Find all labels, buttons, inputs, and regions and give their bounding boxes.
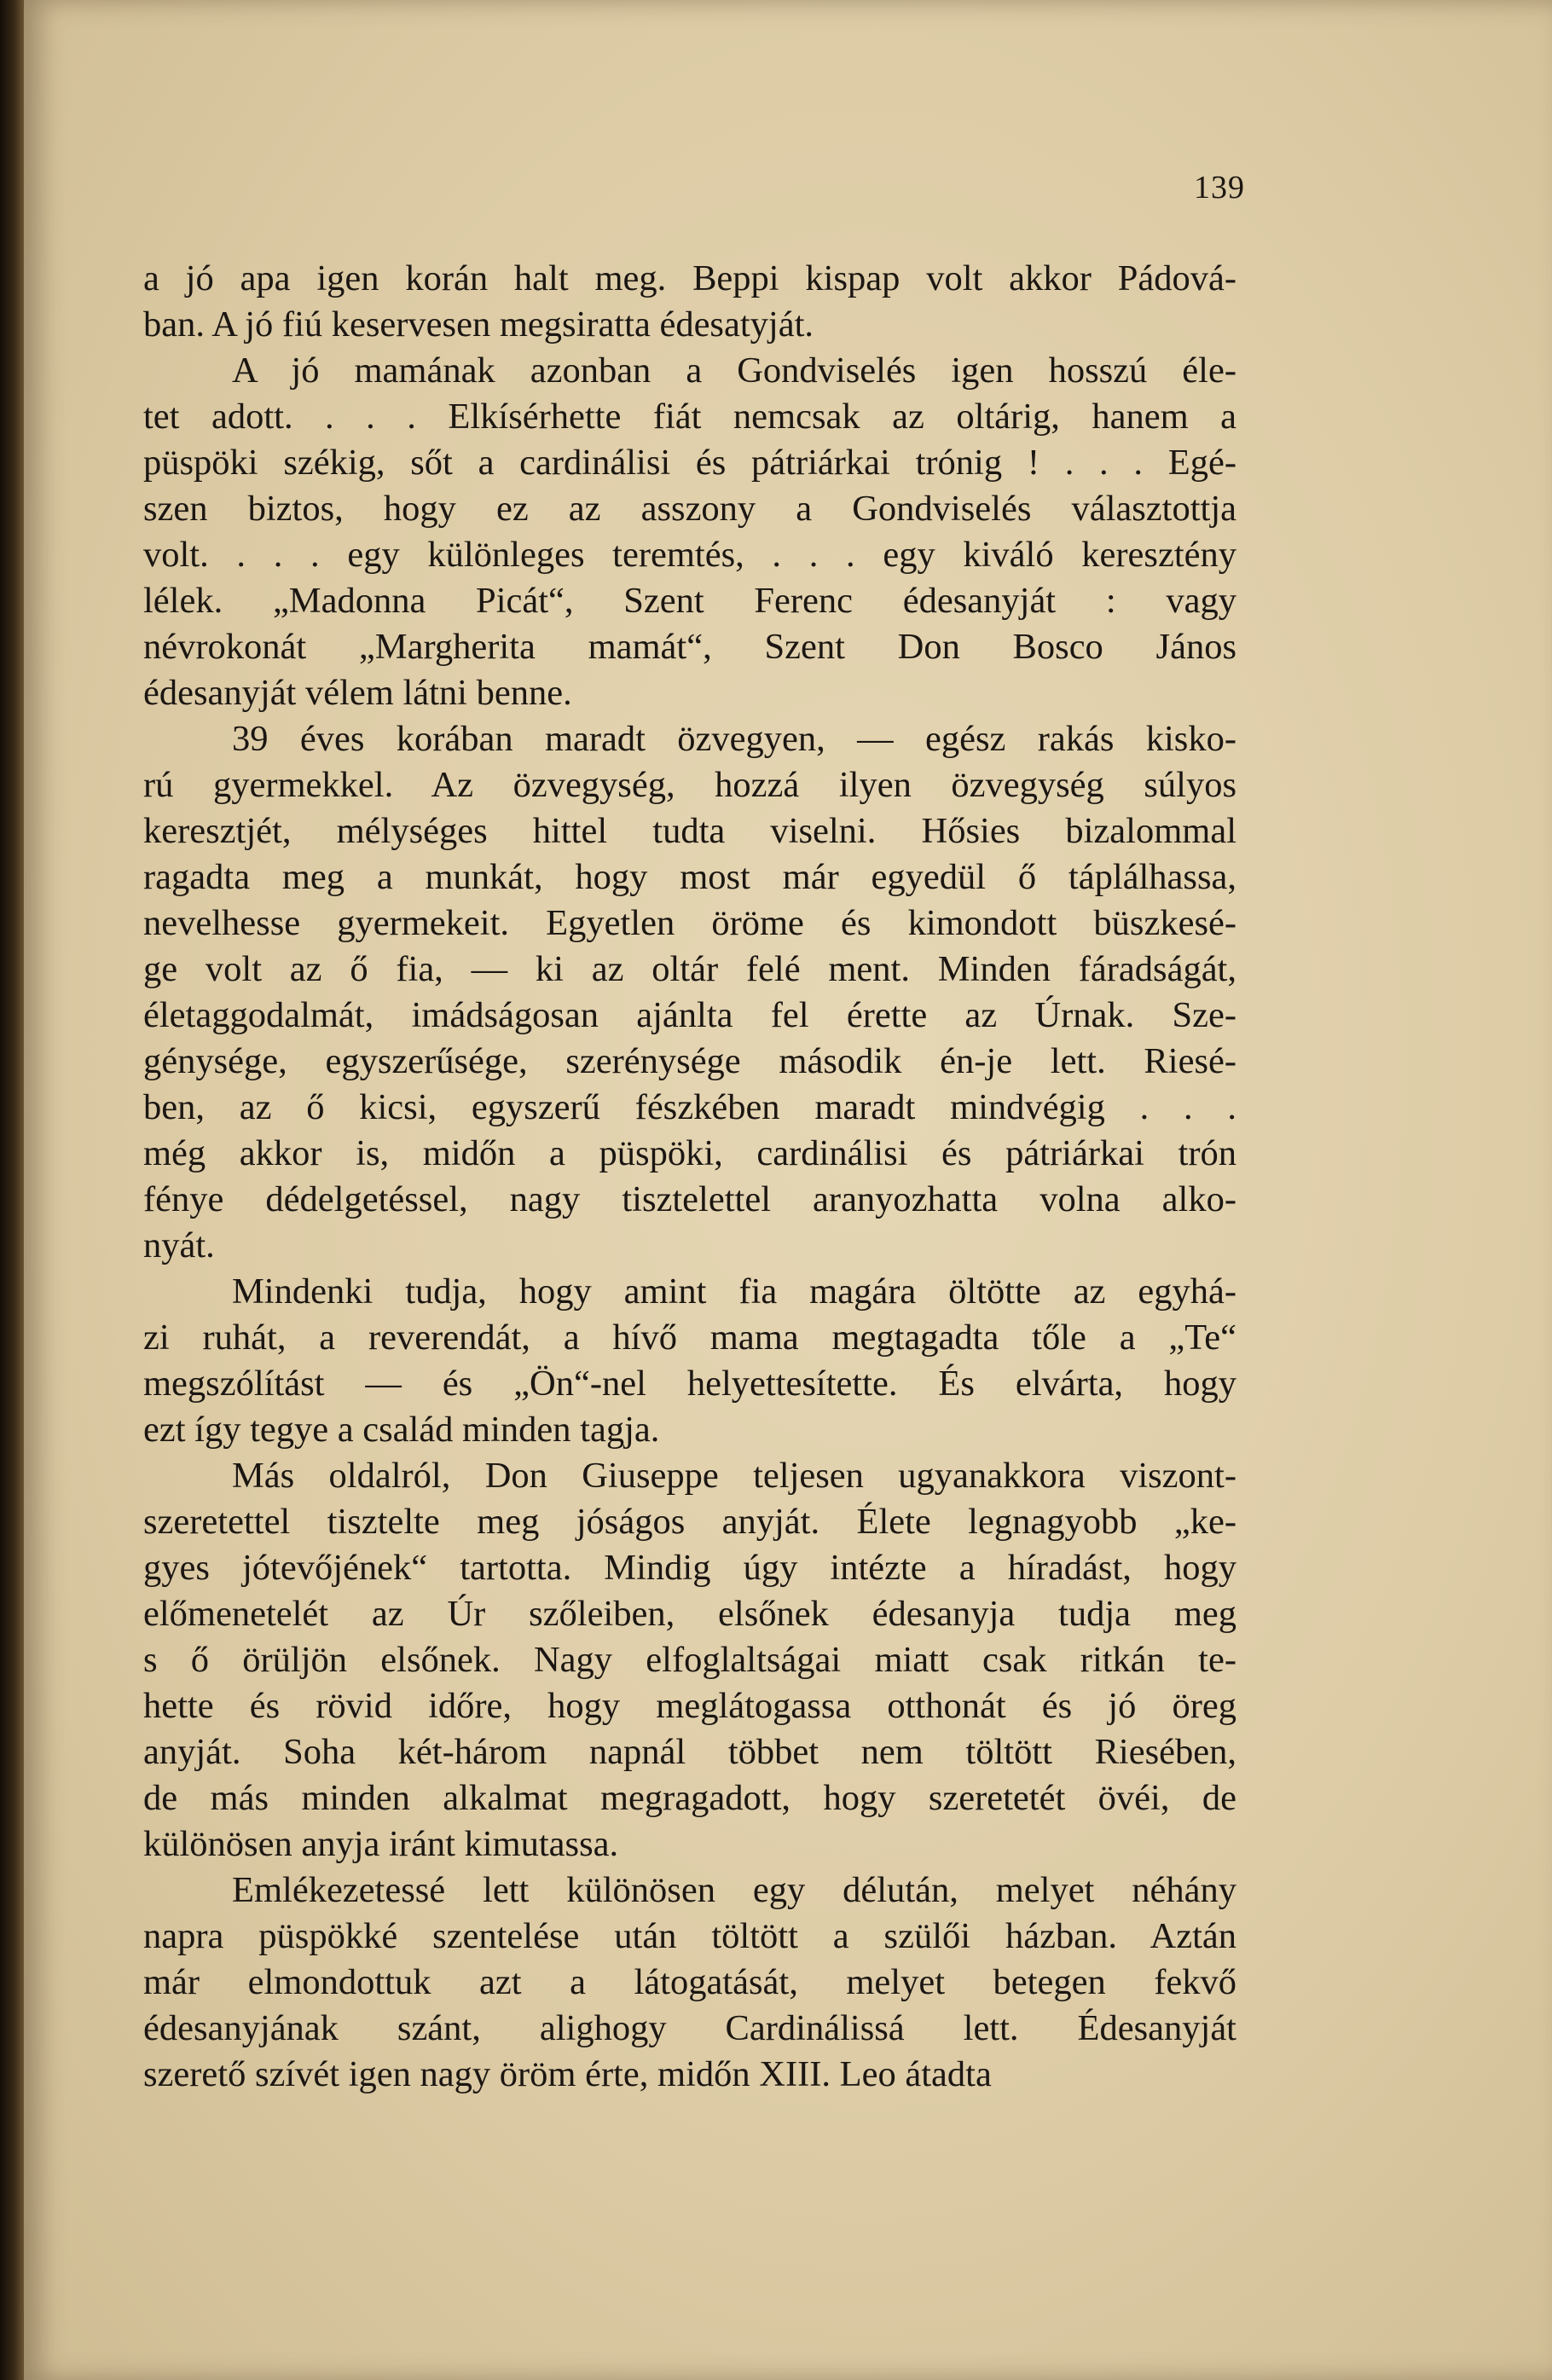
text-line: előmenetelét az Úr szőleiben, elsőnek édesanyja tudja meg [143,1594,1236,1634]
text-line: keresztjét, mélységes hittel tudta viselni. Hősies bizalommal [143,811,1236,851]
text-line: névrokonát „Margherita mamát“, Szent Don Bosco János [143,627,1236,667]
text-line: volt. . . . egy különleges teremtés, . . . egy kiváló keresztény [143,535,1236,575]
text-line: ragadta meg a munkát, hogy most már egyedül ő táplálhassa, [143,857,1236,897]
paragraph [143,1453,1236,1868]
text-line: már elmondottuk azt a látogatását, melyet betegen fekvő [143,1962,1236,2002]
text-line: de más minden alkalmat megragadott, hogy szeretetét övéi, de [143,1778,1236,1818]
text-line: még akkor is, midőn a püspöki, cardinálisi és pátriárkai trón [143,1133,1236,1173]
text-line: nevelhesse gyermekeit. Egyetlen öröme és kimondott büszkesé- [143,903,1236,943]
text-line: s ő örüljön elsőnek. Nagy elfoglaltságai miatt csak ritkán te- [143,1640,1236,1680]
text-line: hette és rövid időre, hogy meglátogassa otthonát és jó öreg [143,1686,1236,1726]
text-line: szeretettel tisztelte meg jóságos anyját. Élete legnagyobb „ke- [143,1502,1236,1542]
book-page [24,0,1552,2380]
body-text [143,256,1236,2098]
text-line: anyját. Soha két-három napnál többet nem töltött Riesében, [143,1732,1236,1772]
book-spine-shadow [0,0,24,2380]
text-line: ezt így tegye a család minden tagja. [143,1410,660,1450]
text-line: Mindenki tudja, hogy amint fia magára öltötte az egyhá- [232,1271,1236,1312]
text-line: különösen anyja iránt kimutassa. [143,1824,619,1864]
text-line: ben, az ő kicsi, egyszerű fészkében maradt mindvégig . . . [143,1087,1236,1127]
text-line: megszólítást — és „Ön“-nel helyettesítette. És elvárta, hogy [143,1364,1236,1404]
paragraph [143,256,1236,348]
text-line: püspöki székig, sőt a cardinálisi és pátriárkai trónig ! . . . Egé- [143,443,1236,483]
text-line: génysége, egyszerűsége, szerénysége második én-je lett. Riesé- [143,1041,1236,1081]
text-line: zi ruhát, a reverendát, a hívő mama megtagadta tőle a „Te“ [143,1317,1236,1358]
text-line: lélek. „Madonna Picát“, Szent Ferenc édesanyját : vagy [143,581,1236,621]
text-line: ban. A jó fiú keservesen megsiratta édesatyját. [143,304,814,345]
text-line: rú gyermekkel. Az özvegység, hozzá ilyen özvegység súlyos [143,765,1236,805]
text-line: 39 éves korában maradt özvegyen, — egész rakás kisko- [232,719,1236,759]
paragraph [143,1269,1236,1453]
text-line: édesanyját vélem látni benne. [143,673,572,713]
paragraph [143,716,1236,1269]
text-line: A jó mamának azonban a Gondviselés igen hosszú éle- [232,350,1236,391]
text-line: gyes jótevőjének“ tartotta. Mindig úgy intézte a híradást, hogy [143,1548,1236,1588]
text-line: napra püspökké szentelése után töltött a szülői házban. Aztán [143,1916,1236,1956]
text-line: fénye dédelgetéssel, nagy tisztelettel aranyozhatta volna alko- [143,1179,1236,1219]
paragraph [143,1868,1236,2098]
text-line: szerető szívét igen nagy öröm érte, midőn XIII. Leo átadta [143,2054,992,2094]
text-line: életaggodalmát, imádságosan ajánlta fel érette az Úrnak. Sze- [143,995,1236,1035]
text-line: Emlékezetessé lett különösen egy délután, melyet néhány [232,1870,1236,1910]
text-line: édesanyjának szánt, alighogy Cardinálissá lett. Édesanyját [143,2008,1236,2048]
text-line: ge volt az ő fia, — ki az oltár felé ment. Minden fáradságát, [143,949,1236,989]
text-line: a jó apa igen korán halt meg. Beppi kispap volt akkor Pádová- [143,258,1236,298]
text-line: szen biztos, hogy ez az asszony a Gondviselés választottja [143,489,1236,529]
page-number: 139 [1194,170,1245,206]
text-line: tet adott. . . . Elkísérhette fiát nemcsak az oltárig, hanem a [143,397,1236,437]
paragraph [143,348,1236,716]
text-line: Más oldalról, Don Giuseppe teljesen ugyanakkora viszont- [232,1456,1236,1496]
text-line: nyát. [143,1225,215,1265]
